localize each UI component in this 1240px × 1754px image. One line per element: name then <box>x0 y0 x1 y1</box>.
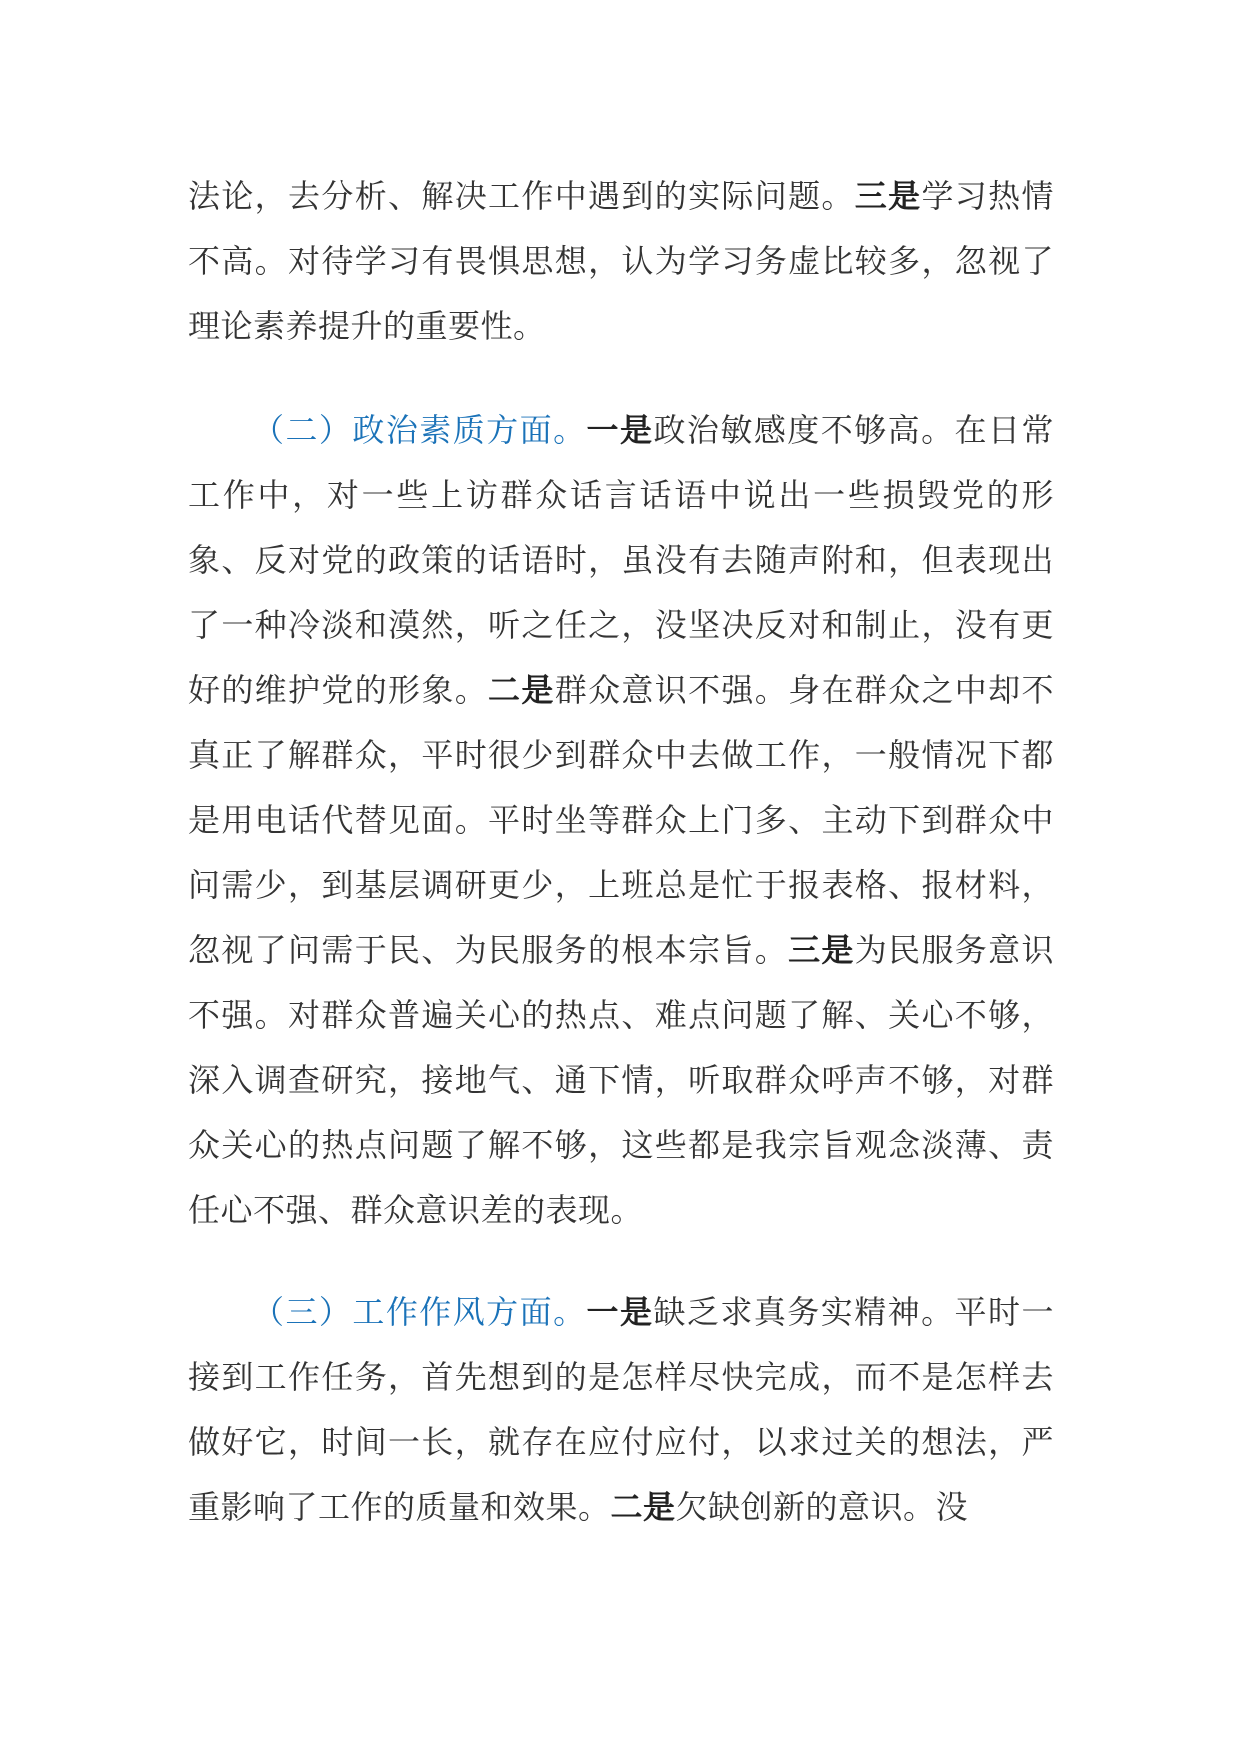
section-heading-political: （二）政治素质方面。 <box>252 411 587 449</box>
text-segment: 政治敏感度不够高。在日常工作中，对一些上访群众话言话语中说出一些损毁党的形象、反对党的政策的话语时，虽没有去随声附和，但表现出了一种冷淡和漠然，听之任之，没坚决反对和制止，没有更好的维护党的形象。 <box>188 411 1054 709</box>
text-segment: 群众意识不强。身在群众之中却不真正了解群众，平时很少到群众中去做工作，一般情况下都是用电话代替见面。平时坐等群众上门多、主动下到群众中问需少，到基层调研更少，上班总是忙于报表格、报材料，忽视了问需于民、为民服务的根本宗旨。 <box>188 671 1054 969</box>
text-segment: 为民服务意识不强。对群众普遍关心的热点、难点问题了解、关心不够，深入调查研究，接地气、通下情，听取群众呼声不够，对群众关心的热点问题了解不够，这些都是我宗旨观念淡薄、责任心不强、群众意识差的表现。 <box>188 931 1054 1229</box>
text-segment: 学习热情不高。对待学习有畏惧思想，认为学习务虚比较多，忽视了理论素养提升的重要性。 <box>188 177 1054 345</box>
paragraph-text <box>188 164 1054 359</box>
paragraph-study-continued <box>188 164 1054 359</box>
keyword-marker-one: 一是 <box>586 1293 654 1331</box>
keyword-marker-one: 一是 <box>586 411 654 449</box>
paragraph-political-quality <box>188 398 1054 1243</box>
keyword-marker-three: 三是 <box>854 177 922 215</box>
keyword-marker-two: 二是 <box>610 1488 676 1526</box>
text-segment: 缺乏求真务实精神。平时一接到工作任务，首先想到的是怎样尽快完成，而不是怎样去做好它，时间一长，就存在应付应付，以求过关的想法，严重影响了工作的质量和效果。 <box>188 1293 1054 1526</box>
paragraph-work-style <box>188 1280 1054 1540</box>
keyword-marker-two: 二是 <box>488 671 555 709</box>
keyword-marker-three: 三是 <box>788 931 855 969</box>
paragraph-text <box>188 1280 1054 1540</box>
text-segment: 法论，去分析、解决工作中遇到的实际问题。 <box>188 177 855 215</box>
text-segment: 欠缺创新的意识。没 <box>675 1488 969 1526</box>
paragraph-text <box>188 398 1054 1243</box>
section-heading-work-style: （三）工作作风方面。 <box>252 1293 587 1331</box>
